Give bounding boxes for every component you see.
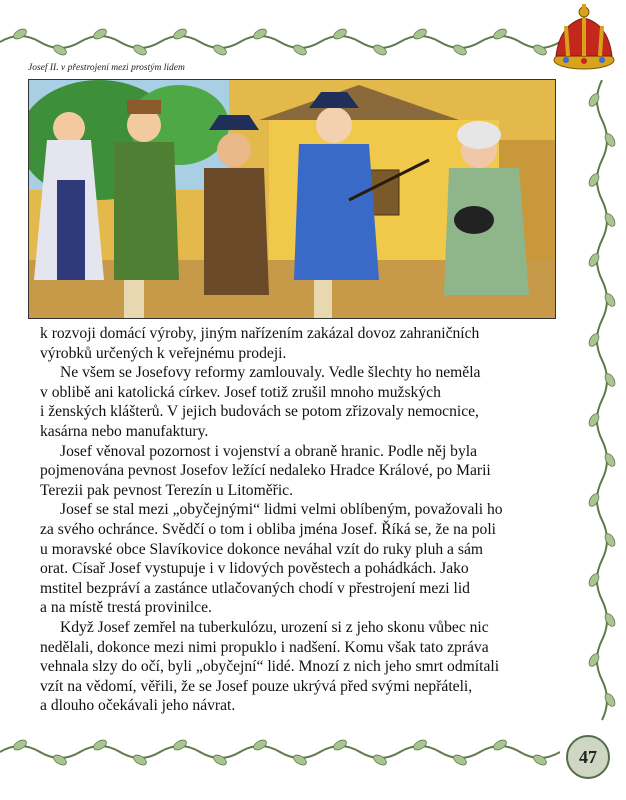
crown-icon (546, 4, 622, 74)
body-text (40, 324, 550, 716)
vine-border-top (0, 22, 560, 58)
paragraph: Josef se stal mezi „obyčejnými“ lidmi velmi oblíbeným, považovali ho za svého ochránce. Svědčí o tom i obliba jména Josef. Říká se, že na poli u moravské obce Slavíkovice dokonce neváhal vzít do ruky pluh a sám orat. Císař Josef vystupuje i v lidových pověstech a pohádkách. Jako mstitel bezpráví a zastánce utlačovaných chodí v přestrojení mezi lid a na místě trestá provinilce. (40, 501, 503, 617)
paragraph: k rozvoji domácí výroby, jiným nařízením zakázal dovoz zahraničních výrobků určených k veřejnému prodeji. (40, 325, 480, 362)
illustration (28, 79, 556, 319)
illustration-caption: Josef II. v přestrojení mezi prostým lidem (28, 63, 185, 73)
page-number: 47 (566, 735, 610, 779)
people-scene-illustration (29, 80, 556, 319)
vine-border-right (584, 80, 620, 740)
paragraph: Když Josef zemřel na tuberkulózu, urození si z jeho skonu vůbec nic nedělali, dokonce mezi nimi propuklo i nadšení. Komu však tato zpráva vehnala slzy do očí, byli „obyčejní“ lidé. Mnozí z nich jeho smrt odmítali vzít na vědomí, věřili, že se Josef pouze ukrývá před svými nepřáteli, a dlouho očekávali jeho návrat. (40, 618, 500, 715)
vine-border-bottom (0, 736, 560, 770)
paragraph: Josef věnoval pozornost i vojenství a obraně hranic. Podle něj byla pojmenována pevnost Josefov ležící nedaleko Hradce Králové, po Marii Terezii pak pevnost Terezín u Litoměřic. (40, 442, 491, 499)
paragraph: Ne všem se Josefovy reformy zamlouvaly. Vedle šlechty ho neměla v oblibě ani katolická církev. Josef totiž zrušil mnoho mužských i ženských klášterů. V jejich budovách se potom zřizovaly nemocnice, kasárna nebo manufaktury. (40, 364, 481, 440)
